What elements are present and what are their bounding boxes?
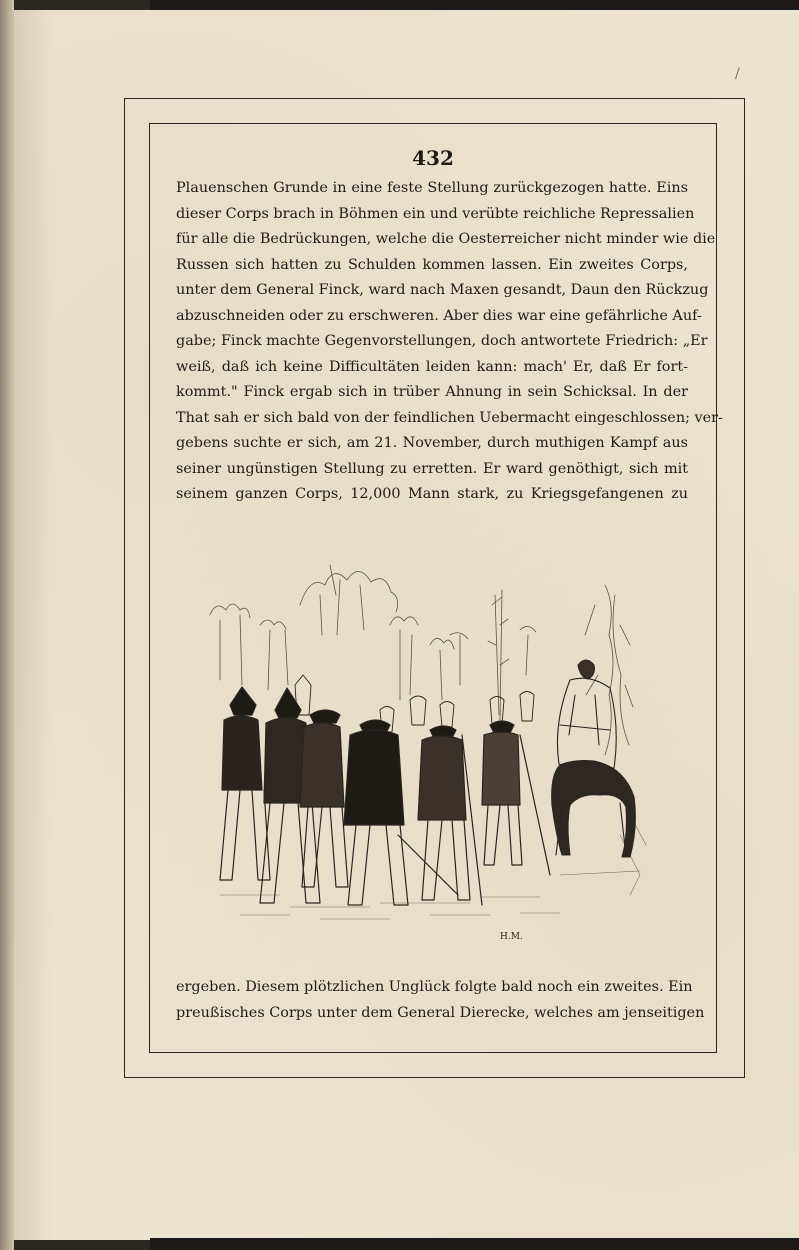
book-spine-edge	[0, 0, 14, 1250]
text-line: That sah er sich bald von der feindlichen Uebermacht eingeschlossen; ver-	[176, 409, 723, 426]
text-line: gebens suchte er sich, am 21. November, durch muthigen Kampf aus	[176, 435, 688, 451]
page-number: 432	[412, 146, 454, 170]
text-line: dieser Corps brach in Böhmen ein und verübte reichliche Repressalien	[176, 205, 695, 222]
engraving-illustration	[200, 535, 670, 945]
text-line: weiß, daß ich keine Difficultäten leiden kann: mach' Er, daß Er fort-	[176, 358, 688, 375]
text-line: Plauenschen Grunde in eine feste Stellung zurückgezogen hatte. Eins	[176, 180, 688, 196]
text-line: Russen sich hatten zu Schulden kommen lassen. Ein zweites Corps,	[176, 256, 688, 273]
ground-hatching	[220, 815, 646, 919]
scan-border-bottom	[150, 1238, 799, 1250]
mounted-officer	[552, 660, 636, 857]
text-line: für alle die Bedrückungen, welche die Oesterreicher nicht minder wie die	[176, 231, 716, 247]
text-line: kommt." Finck ergab sich in trüber Ahnung in sein Schicksal. In der	[176, 384, 688, 400]
engraver-signature: H.M.	[500, 932, 523, 942]
text-line: unter dem General Finck, ward nach Maxen gesandt, Daun den Rückzug	[176, 282, 709, 298]
text-line: abzuschneiden oder zu erschweren. Aber dies war eine gefährliche Auf-	[176, 307, 702, 324]
text-line: seinem ganzen Corps, 12,000 Mann stark, zu Kriegsgefangenen zu	[176, 486, 688, 502]
text-block-top	[176, 176, 723, 508]
margin-tick-mark: /	[735, 66, 740, 82]
text-line: preußisches Corps unter dem General Dierecke, welches am jenseitigen	[176, 1004, 705, 1021]
text-line: gabe; Finck machte Gegenvorstellungen, doch antwortete Friedrich: „Er	[176, 333, 708, 349]
text-block-bottom	[176, 975, 705, 1026]
text-line: seiner ungünstigen Stellung zu erretten. Er ward genöthigt, sich mit	[176, 460, 688, 477]
text-line: ergeben. Diesem plötzlichen Unglück folgte bald noch ein zweites. Ein	[176, 979, 693, 995]
foreground-soldiers	[220, 687, 550, 905]
